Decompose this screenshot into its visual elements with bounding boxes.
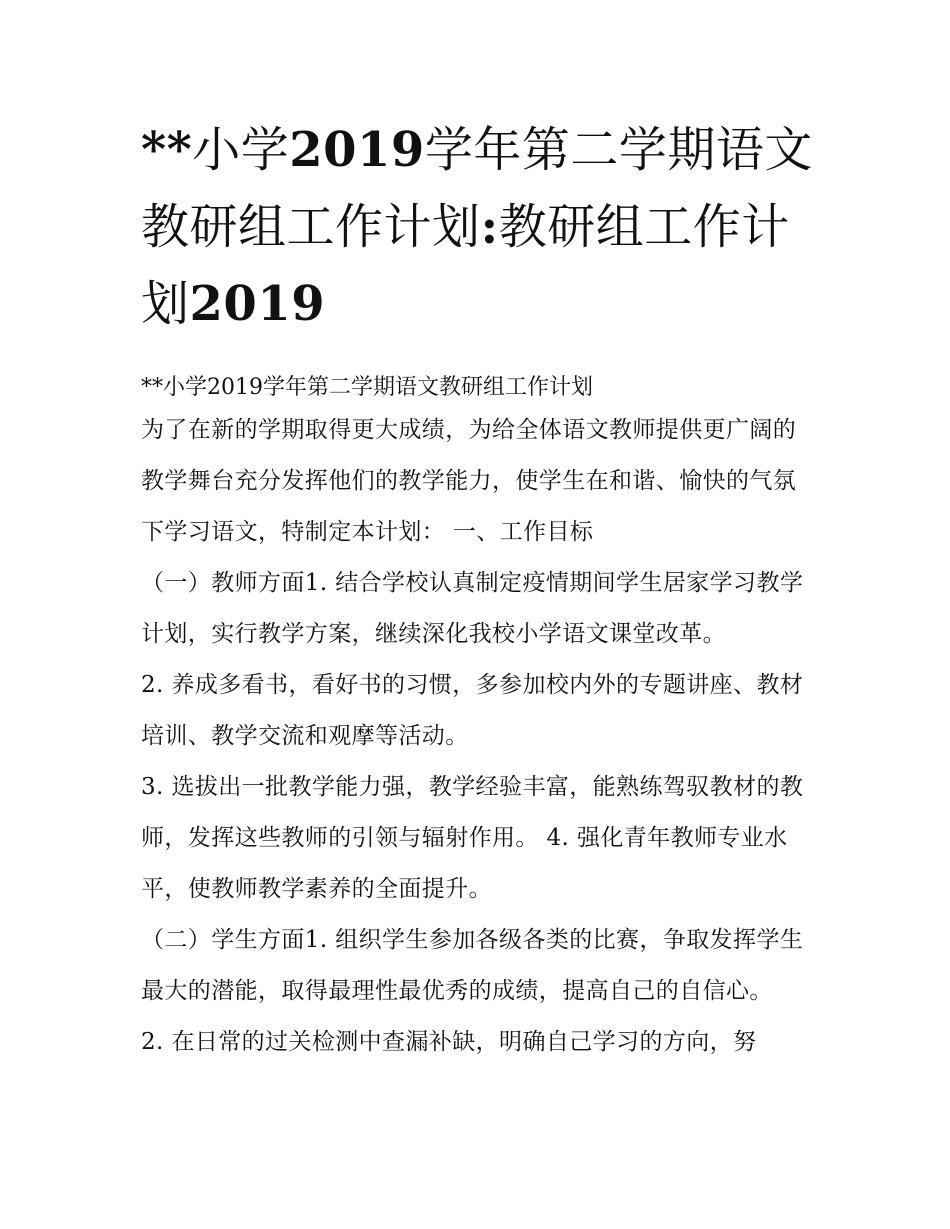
title-latin-run: 2019 <box>189 276 326 332</box>
title-latin-run: 2019 <box>289 122 425 178</box>
paragraph-student-2: 2. 在日常的过关检测中查漏补缺，明确自己学习的方向，努 <box>141 1029 757 1055</box>
paragraph-intro: 为了在新的学期取得更大成绩，为给全体语文教师提供更广阔的教学舞台充分发挥他们的教学能力，使学生在和谐、愉快的气氛下学习语文，特制定本计划： 一、工作目标 <box>141 417 797 545</box>
title-latin-run: ** <box>141 122 193 178</box>
document-page <box>141 112 813 1068</box>
paragraph-student-1: （二）学生方面1. 组织学生参加各级各类的比赛，争取发挥学生最大的潜能，取得最理性最优秀的成绩，提高自己的自信心。 <box>141 927 804 1004</box>
title-latin-run: : <box>480 199 499 255</box>
paragraph-teacher-2: 2. 养成多看书，看好书的习惯，多参加校内外的专题讲座、教材培训、教学交流和观摩等活动。 <box>141 672 804 749</box>
paragraph-teacher-3-4: 3. 选拔出一批教学能力强，教学经验丰富，能熟练驾驭教材的教师，发挥这些教师的引领与辐射作用。 4. 强化青年教师专业水平，使教师教学素养的全面提升。 <box>141 774 804 902</box>
document-subtitle: **小学2019学年第二学期语文教研组工作计划 <box>141 375 593 400</box>
document-title: **小学2019学年第二学期语文教研组工作计划:教研组工作计划2019 <box>141 122 813 332</box>
paragraph-teacher-1: （一）教师方面1. 结合学校认真制定疫情期间学生居家学习教学计划，实行教学方案，继续深化我校小学语文课堂改革。 <box>141 570 804 647</box>
